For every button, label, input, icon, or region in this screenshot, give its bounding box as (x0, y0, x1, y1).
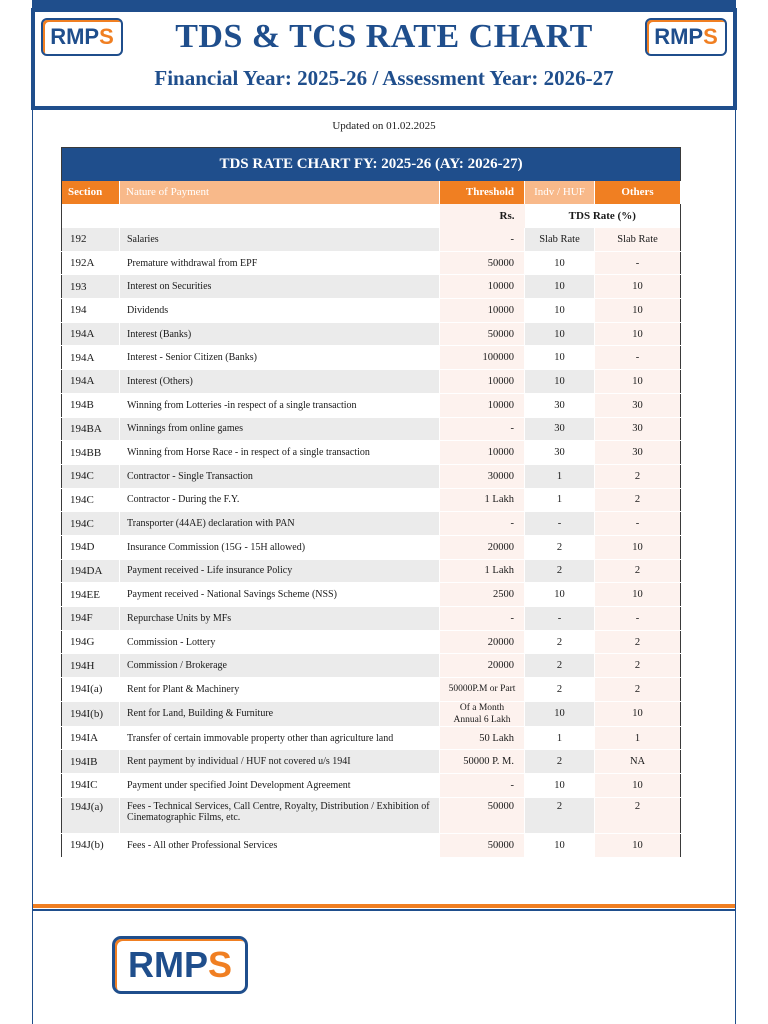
others-rate-cell: 10 (595, 833, 681, 857)
section-cell: 194I(b) (62, 701, 120, 726)
threshold-cell: - (440, 512, 525, 536)
indv-huf-rate-cell: 10 (525, 275, 595, 299)
table-row (62, 750, 681, 774)
col-header-threshold: Threshold (440, 181, 525, 204)
nature-cell: Rent for Land, Building & Furniture (120, 701, 440, 726)
nature-cell: Dividends (120, 299, 440, 323)
table-row (62, 488, 681, 512)
threshold-cell: 50 Lakh (440, 726, 525, 750)
table-row (62, 583, 681, 607)
indv-huf-rate-cell: 1 (525, 488, 595, 512)
threshold-cell: Of a Month Annual 6 Lakh (440, 701, 525, 726)
indv-huf-rate-cell: 10 (525, 774, 595, 798)
threshold-cell: 20000 (440, 535, 525, 559)
page-subtitle: Financial Year: 2025-26 / Assessment Year: 2026-27 (154, 66, 614, 90)
threshold-cell: 10000 (440, 370, 525, 394)
col-header-others: Others (595, 181, 681, 204)
others-rate-cell: 2 (595, 654, 681, 678)
table-row (62, 346, 681, 370)
threshold-cell: 50000 (440, 251, 525, 275)
nature-cell: Premature withdrawal from EPF (120, 251, 440, 275)
others-rate-cell: Slab Rate (595, 228, 681, 252)
table-row (62, 441, 681, 465)
section-cell: 194IB (62, 750, 120, 774)
updated-date: Updated on 01.02.2025 (332, 120, 436, 132)
section-cell: 192 (62, 228, 120, 252)
section-cell: 194A (62, 346, 120, 370)
table-header-row (62, 181, 681, 204)
threshold-cell: 1 Lakh (440, 488, 525, 512)
others-rate-cell: 2 (595, 464, 681, 488)
threshold-cell: 20000 (440, 630, 525, 654)
nature-cell: Contractor - Single Transaction (120, 464, 440, 488)
indv-huf-rate-cell: 10 (525, 251, 595, 275)
indv-huf-rate-cell: 2 (525, 678, 595, 702)
threshold-cell: 10000 (440, 299, 525, 323)
indv-huf-rate-cell: 2 (525, 630, 595, 654)
section-cell: 194H (62, 654, 120, 678)
section-cell: 192A (62, 251, 120, 275)
nature-cell: Fees - All other Professional Services (120, 833, 440, 857)
indv-huf-rate-cell: 1 (525, 464, 595, 488)
table-row (62, 559, 681, 583)
section-cell: 194BA (62, 417, 120, 441)
others-rate-cell: NA (595, 750, 681, 774)
nature-cell: Commission - Lottery (120, 630, 440, 654)
table-row (62, 417, 681, 441)
nature-cell: Interest on Securities (120, 275, 440, 299)
section-cell: 193 (62, 275, 120, 299)
others-rate-cell: 2 (595, 678, 681, 702)
table-row (62, 393, 681, 417)
table-row (62, 678, 681, 702)
nature-cell: Transporter (44AE) declaration with PAN (120, 512, 440, 536)
section-cell: 194G (62, 630, 120, 654)
others-rate-cell: 30 (595, 441, 681, 465)
section-cell: 194J(b) (62, 833, 120, 857)
section-cell: 194J(a) (62, 797, 120, 833)
others-rate-cell: 10 (595, 701, 681, 726)
table-row (62, 774, 681, 798)
nature-cell: Winning from Horse Race - in respect of a single transaction (120, 441, 440, 465)
others-rate-cell: 1 (595, 726, 681, 750)
nature-cell: Commission / Brokerage (120, 654, 440, 678)
table-row (62, 299, 681, 323)
others-rate-cell: 2 (595, 797, 681, 833)
others-rate-cell: 10 (595, 299, 681, 323)
others-rate-cell: 10 (595, 535, 681, 559)
others-rate-cell: 30 (595, 393, 681, 417)
threshold-cell: 50000P.M or Part (440, 678, 525, 702)
nature-cell: Repurchase Units by MFs (120, 607, 440, 631)
table-row (62, 535, 681, 559)
table-row (62, 370, 681, 394)
nature-cell: Winnings from online games (120, 417, 440, 441)
others-rate-cell: 30 (595, 417, 681, 441)
table-row (62, 833, 681, 857)
threshold-cell: 30000 (440, 464, 525, 488)
threshold-cell: 10000 (440, 393, 525, 417)
threshold-cell: 50000 (440, 322, 525, 346)
indv-huf-rate-cell: 2 (525, 535, 595, 559)
footer-divider-orange (33, 904, 735, 908)
indv-huf-rate-cell: - (525, 512, 595, 536)
threshold-cell: 50000 P. M. (440, 750, 525, 774)
table-row (62, 701, 681, 726)
threshold-cell: 20000 (440, 654, 525, 678)
threshold-cell: 10000 (440, 275, 525, 299)
table-row (62, 607, 681, 631)
threshold-cell: - (440, 228, 525, 252)
table-row (62, 251, 681, 275)
indv-huf-rate-cell: 2 (525, 654, 595, 678)
table-row (62, 322, 681, 346)
table-caption: TDS RATE CHART FY: 2025-26 (AY: 2026-27) (62, 148, 681, 181)
section-cell: 194D (62, 535, 120, 559)
others-rate-cell: 10 (595, 774, 681, 798)
table-row (62, 630, 681, 654)
section-cell: 194C (62, 512, 120, 536)
col-header-section: Section (62, 181, 120, 204)
nature-cell: Fees - Technical Services, Call Centre, Royalty, Distribution / Exhibition of Cinematographic Films, etc. (120, 797, 440, 833)
indv-huf-rate-cell: 10 (525, 701, 595, 726)
threshold-cell: 50000 (440, 833, 525, 857)
section-cell: 194DA (62, 559, 120, 583)
section-cell: 194I(a) (62, 678, 120, 702)
rmps-logo-right: RMP S (645, 18, 727, 56)
threshold-cell: - (440, 774, 525, 798)
section-cell: 194 (62, 299, 120, 323)
threshold-cell: 2500 (440, 583, 525, 607)
threshold-cell: 100000 (440, 346, 525, 370)
threshold-cell: 1 Lakh (440, 559, 525, 583)
others-rate-cell: 10 (595, 583, 681, 607)
table-row (62, 654, 681, 678)
nature-cell: Contractor - During the F.Y. (120, 488, 440, 512)
table-row (62, 512, 681, 536)
others-rate-cell: 10 (595, 370, 681, 394)
nature-cell: Salaries (120, 228, 440, 252)
rmps-logo-left: RMP S (41, 18, 123, 56)
others-rate-cell: 2 (595, 630, 681, 654)
section-cell: 194A (62, 370, 120, 394)
table-row (62, 464, 681, 488)
threshold-unit: Rs. (440, 204, 525, 228)
indv-huf-rate-cell: 30 (525, 417, 595, 441)
tds-rate-table (61, 147, 681, 858)
others-rate-cell: 2 (595, 559, 681, 583)
table-row (62, 275, 681, 299)
indv-huf-rate-cell: 30 (525, 393, 595, 417)
threshold-cell: - (440, 607, 525, 631)
indv-huf-rate-cell: 10 (525, 583, 595, 607)
others-rate-cell: 10 (595, 322, 681, 346)
table-row (62, 797, 681, 833)
col-header-indv-huf: Indv / HUF (525, 181, 595, 204)
nature-cell: Transfer of certain immovable property other than agriculture land (120, 726, 440, 750)
table-body (62, 228, 681, 858)
table-row (62, 726, 681, 750)
section-cell: 194IA (62, 726, 120, 750)
table-caption-row (62, 148, 681, 181)
indv-huf-rate-cell: 10 (525, 299, 595, 323)
nature-cell: Payment received - National Savings Scheme (NSS) (120, 583, 440, 607)
indv-huf-rate-cell: 10 (525, 346, 595, 370)
indv-huf-rate-cell: 10 (525, 370, 595, 394)
page-title: TDS & TCS RATE CHART (175, 18, 593, 55)
table-row (62, 228, 681, 252)
nature-cell: Payment under specified Joint Development Agreement (120, 774, 440, 798)
col-header-nature: Nature of Payment (120, 181, 440, 204)
indv-huf-rate-cell: 30 (525, 441, 595, 465)
indv-huf-rate-cell: 10 (525, 833, 595, 857)
indv-huf-rate-cell: 2 (525, 797, 595, 833)
section-cell: 194C (62, 488, 120, 512)
nature-cell: Rent payment by individual / HUF not covered u/s 194I (120, 750, 440, 774)
section-cell: 194BB (62, 441, 120, 465)
threshold-cell: 50000 (440, 797, 525, 833)
rmps-logo-footer: RMP S (112, 936, 248, 994)
table-unit-row (62, 204, 681, 228)
section-cell: 194A (62, 322, 120, 346)
nature-cell: Rent for Plant & Machinery (120, 678, 440, 702)
indv-huf-rate-cell: 1 (525, 726, 595, 750)
threshold-cell: 10000 (440, 441, 525, 465)
others-rate-cell: - (595, 607, 681, 631)
indv-huf-rate-cell: Slab Rate (525, 228, 595, 252)
section-cell: 194C (62, 464, 120, 488)
threshold-cell: - (440, 417, 525, 441)
header-box (31, 8, 737, 110)
indv-huf-rate-cell: 2 (525, 750, 595, 774)
footer-divider-blue (33, 909, 735, 911)
nature-cell: Interest - Senior Citizen (Banks) (120, 346, 440, 370)
section-cell: 194IC (62, 774, 120, 798)
others-rate-cell: - (595, 251, 681, 275)
indv-huf-rate-cell: - (525, 607, 595, 631)
others-rate-cell: 2 (595, 488, 681, 512)
others-rate-cell: 10 (595, 275, 681, 299)
nature-cell: Interest (Others) (120, 370, 440, 394)
nature-cell: Insurance Commission (15G - 15H allowed) (120, 535, 440, 559)
others-rate-cell: - (595, 346, 681, 370)
indv-huf-rate-cell: 10 (525, 322, 595, 346)
others-rate-cell: - (595, 512, 681, 536)
section-cell: 194F (62, 607, 120, 631)
rate-unit: TDS Rate (%) (525, 204, 681, 228)
indv-huf-rate-cell: 2 (525, 559, 595, 583)
nature-cell: Interest (Banks) (120, 322, 440, 346)
section-cell: 194B (62, 393, 120, 417)
nature-cell: Payment received - Life insurance Policy (120, 559, 440, 583)
section-cell: 194EE (62, 583, 120, 607)
nature-cell: Winning from Lotteries -in respect of a single transaction (120, 393, 440, 417)
